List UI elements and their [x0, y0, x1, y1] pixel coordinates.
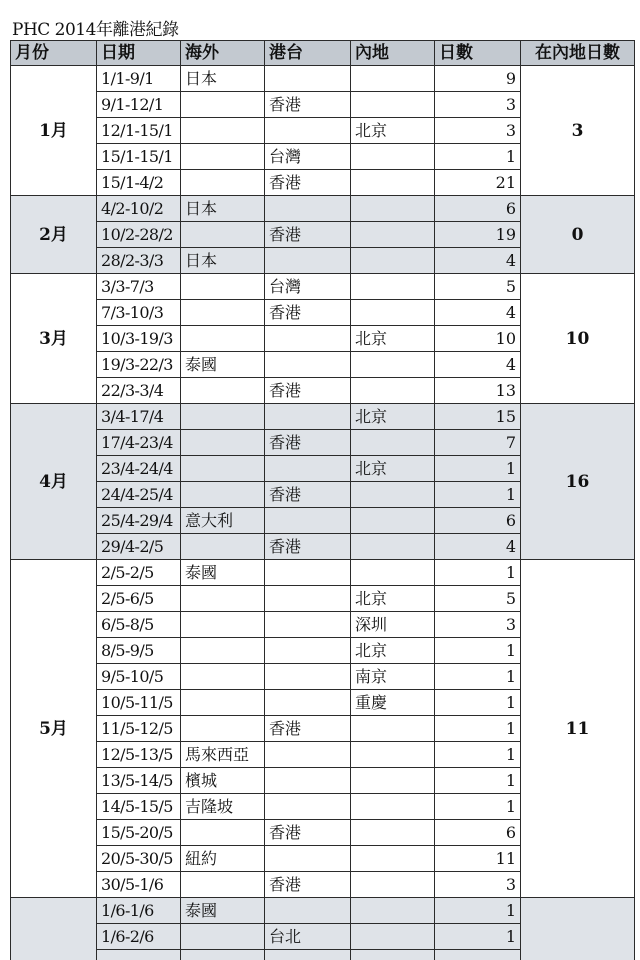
overseas-cell	[181, 118, 265, 144]
days-cell: 21	[435, 170, 521, 196]
date-cell: 3/3-7/3	[97, 274, 181, 300]
date-cell: 1/6-1/6	[97, 898, 181, 924]
date-cell: 22/3-3/4	[97, 378, 181, 404]
mainland-cell	[351, 430, 435, 456]
mainland-cell: 北京	[351, 118, 435, 144]
travel-log-table	[10, 40, 635, 960]
days-cell: 13	[435, 378, 521, 404]
hk-taiwan-cell	[265, 326, 351, 352]
hk-taiwan-cell: 香港	[265, 430, 351, 456]
overseas-cell	[181, 820, 265, 846]
hk-taiwan-cell	[265, 768, 351, 794]
date-cell: 3/4-17/4	[97, 404, 181, 430]
days-cell: 1	[435, 560, 521, 586]
mainland-cell: 北京	[351, 586, 435, 612]
days-cell: 3	[435, 872, 521, 898]
overseas-cell	[181, 300, 265, 326]
days-cell: 4	[435, 534, 521, 560]
days-cell: 4	[435, 352, 521, 378]
overseas-cell	[181, 456, 265, 482]
days-cell: 15	[435, 404, 521, 430]
mainland-cell	[351, 846, 435, 872]
header-mainland-days: 在內地日數	[521, 41, 635, 66]
table-row	[11, 66, 635, 92]
date-cell: 4/2-10/2	[97, 196, 181, 222]
hk-taiwan-cell: 香港	[265, 170, 351, 196]
date-cell: 11/5-12/5	[97, 716, 181, 742]
hk-taiwan-cell	[265, 456, 351, 482]
overseas-cell	[181, 690, 265, 716]
hk-taiwan-cell: 香港	[265, 716, 351, 742]
date-cell: 29/4-2/5	[97, 534, 181, 560]
overseas-cell: 日本	[181, 248, 265, 274]
hk-taiwan-cell	[265, 794, 351, 820]
overseas-cell: 吉隆坡	[181, 794, 265, 820]
days-cell: 1	[435, 794, 521, 820]
table-row	[11, 404, 635, 430]
hk-taiwan-cell	[265, 664, 351, 690]
days-cell: 6	[435, 820, 521, 846]
hk-taiwan-cell	[265, 66, 351, 92]
overseas-cell	[181, 170, 265, 196]
hk-taiwan-cell	[265, 508, 351, 534]
hk-taiwan-cell	[265, 404, 351, 430]
date-cell: 13/5-14/5	[97, 768, 181, 794]
date-cell: 10/2-28/2	[97, 222, 181, 248]
date-cell: 9/1-12/1	[97, 92, 181, 118]
hk-taiwan-cell	[265, 638, 351, 664]
mainland-cell	[351, 898, 435, 924]
days-cell: 9	[435, 66, 521, 92]
overseas-cell	[181, 534, 265, 560]
date-cell: 9/5-10/5	[97, 664, 181, 690]
overseas-cell: 日本	[181, 66, 265, 92]
mainland-cell	[351, 248, 435, 274]
overseas-cell: 泰國	[181, 898, 265, 924]
mainland-cell	[351, 794, 435, 820]
overseas-cell: 泰國	[181, 560, 265, 586]
date-cell: 2/5-6/5	[97, 586, 181, 612]
date-cell: 12/1-15/1	[97, 118, 181, 144]
days-cell: 1	[435, 742, 521, 768]
days-cell: 1	[435, 638, 521, 664]
hk-taiwan-cell: 香港	[265, 482, 351, 508]
date-cell: 30/5-1/6	[97, 872, 181, 898]
month-cell: 2月	[11, 196, 97, 274]
days-cell: 3	[435, 612, 521, 638]
hk-taiwan-cell	[265, 196, 351, 222]
document-title: PHC 2014年離港紀錄	[12, 20, 179, 40]
mainland-cell	[351, 196, 435, 222]
overseas-cell	[181, 586, 265, 612]
overseas-cell	[181, 638, 265, 664]
hk-taiwan-cell: 香港	[265, 300, 351, 326]
mainland-cell	[351, 820, 435, 846]
hk-taiwan-cell	[265, 248, 351, 274]
days-cell: 7	[435, 430, 521, 456]
month-group	[11, 274, 635, 404]
overseas-cell: 泰國	[181, 352, 265, 378]
date-cell: 25/4-29/4	[97, 508, 181, 534]
date-cell	[97, 950, 181, 960]
header-month: 月份	[11, 41, 97, 66]
mainland-cell: 北京	[351, 404, 435, 430]
month-cell: 3月	[11, 274, 97, 404]
days-cell: 1	[435, 924, 521, 950]
date-cell: 8/5-9/5	[97, 638, 181, 664]
date-cell: 10/3-19/3	[97, 326, 181, 352]
overseas-cell	[181, 144, 265, 170]
date-cell: 7/3-10/3	[97, 300, 181, 326]
date-cell: 28/2-3/3	[97, 248, 181, 274]
days-cell: 4	[435, 300, 521, 326]
overseas-cell	[181, 430, 265, 456]
overseas-cell	[181, 92, 265, 118]
date-cell: 2/5-2/5	[97, 560, 181, 586]
month-group	[11, 898, 635, 960]
hk-taiwan-cell: 香港	[265, 820, 351, 846]
month-cell: 4月	[11, 404, 97, 560]
days-cell: 1	[435, 664, 521, 690]
days-cell: 1	[435, 716, 521, 742]
overseas-cell	[181, 664, 265, 690]
table-row	[11, 274, 635, 300]
days-cell: 6	[435, 196, 521, 222]
mainland-cell	[351, 170, 435, 196]
overseas-cell: 檳城	[181, 768, 265, 794]
mainland-days-cell: 16	[521, 404, 635, 560]
header-mainland: 內地	[351, 41, 435, 66]
mainland-cell	[351, 924, 435, 950]
mainland-cell	[351, 768, 435, 794]
header-date: 日期	[97, 41, 181, 66]
mainland-cell	[351, 378, 435, 404]
hk-taiwan-cell	[265, 690, 351, 716]
hk-taiwan-cell: 香港	[265, 92, 351, 118]
date-cell: 14/5-15/5	[97, 794, 181, 820]
hk-taiwan-cell: 香港	[265, 872, 351, 898]
month-cell: 1月	[11, 66, 97, 196]
hk-taiwan-cell: 台灣	[265, 144, 351, 170]
hk-taiwan-cell	[265, 742, 351, 768]
overseas-cell	[181, 222, 265, 248]
overseas-cell: 日本	[181, 196, 265, 222]
hk-taiwan-cell: 香港	[265, 534, 351, 560]
overseas-cell: 意大利	[181, 508, 265, 534]
days-cell: 3	[435, 92, 521, 118]
hk-taiwan-cell	[265, 586, 351, 612]
overseas-cell	[181, 950, 265, 960]
date-cell: 19/3-22/3	[97, 352, 181, 378]
days-cell: 10	[435, 326, 521, 352]
mainland-cell: 北京	[351, 638, 435, 664]
table-row	[11, 196, 635, 222]
month-cell	[11, 898, 97, 960]
date-cell: 23/4-24/4	[97, 456, 181, 482]
days-cell: 4	[435, 248, 521, 274]
date-cell: 24/4-25/4	[97, 482, 181, 508]
overseas-cell: 馬來西亞	[181, 742, 265, 768]
overseas-cell	[181, 482, 265, 508]
mainland-cell	[351, 300, 435, 326]
overseas-cell	[181, 404, 265, 430]
header-hk-taiwan: 港台	[265, 41, 351, 66]
mainland-cell: 南京	[351, 664, 435, 690]
hk-taiwan-cell	[265, 612, 351, 638]
date-cell: 1/6-2/6	[97, 924, 181, 950]
header-days: 日數	[435, 41, 521, 66]
hk-taiwan-cell	[265, 950, 351, 960]
mainland-days-cell: 11	[521, 560, 635, 898]
month-group	[11, 560, 635, 898]
hk-taiwan-cell	[265, 118, 351, 144]
mainland-cell	[351, 274, 435, 300]
overseas-cell	[181, 612, 265, 638]
mainland-cell	[351, 560, 435, 586]
mainland-cell	[351, 66, 435, 92]
month-group	[11, 404, 635, 560]
mainland-cell	[351, 144, 435, 170]
hk-taiwan-cell	[265, 352, 351, 378]
overseas-cell	[181, 326, 265, 352]
hk-taiwan-cell: 台北	[265, 924, 351, 950]
mainland-days-cell: 10	[521, 274, 635, 404]
overseas-cell	[181, 274, 265, 300]
days-cell: 1	[435, 482, 521, 508]
hk-taiwan-cell	[265, 846, 351, 872]
hk-taiwan-cell: 香港	[265, 222, 351, 248]
mainland-cell	[351, 716, 435, 742]
date-cell: 1/1-9/1	[97, 66, 181, 92]
days-cell: 1	[435, 768, 521, 794]
mainland-cell	[351, 534, 435, 560]
days-cell: 19	[435, 222, 521, 248]
date-cell: 15/1-4/2	[97, 170, 181, 196]
overseas-cell	[181, 924, 265, 950]
mainland-cell	[351, 742, 435, 768]
overseas-cell	[181, 378, 265, 404]
days-cell: 1	[435, 898, 521, 924]
mainland-cell	[351, 92, 435, 118]
date-cell: 20/5-30/5	[97, 846, 181, 872]
days-cell: 5	[435, 274, 521, 300]
mainland-cell	[351, 482, 435, 508]
days-cell: 3	[435, 118, 521, 144]
date-cell: 12/5-13/5	[97, 742, 181, 768]
days-cell	[435, 950, 521, 960]
mainland-cell: 北京	[351, 326, 435, 352]
mainland-cell: 北京	[351, 456, 435, 482]
mainland-cell: 重慶	[351, 690, 435, 716]
overseas-cell	[181, 872, 265, 898]
hk-taiwan-cell: 香港	[265, 378, 351, 404]
date-cell: 17/4-23/4	[97, 430, 181, 456]
month-group	[11, 196, 635, 274]
mainland-cell	[351, 872, 435, 898]
mainland-cell	[351, 352, 435, 378]
hk-taiwan-cell: 台灣	[265, 274, 351, 300]
hk-taiwan-cell	[265, 898, 351, 924]
table-row	[11, 560, 635, 586]
header-overseas: 海外	[181, 41, 265, 66]
mainland-days-cell	[521, 898, 635, 960]
days-cell: 1	[435, 144, 521, 170]
month-group	[11, 66, 635, 196]
overseas-cell: 紐約	[181, 846, 265, 872]
date-cell: 15/5-20/5	[97, 820, 181, 846]
days-cell: 5	[435, 586, 521, 612]
mainland-cell	[351, 508, 435, 534]
mainland-cell	[351, 222, 435, 248]
overseas-cell	[181, 716, 265, 742]
days-cell: 6	[435, 508, 521, 534]
month-cell: 5月	[11, 560, 97, 898]
table-row	[11, 898, 635, 924]
mainland-cell	[351, 950, 435, 960]
days-cell: 1	[435, 456, 521, 482]
mainland-days-cell: 3	[521, 66, 635, 196]
days-cell: 11	[435, 846, 521, 872]
mainland-cell: 深圳	[351, 612, 435, 638]
date-cell: 10/5-11/5	[97, 690, 181, 716]
days-cell: 1	[435, 690, 521, 716]
date-cell: 6/5-8/5	[97, 612, 181, 638]
mainland-days-cell: 0	[521, 196, 635, 274]
date-cell: 15/1-15/1	[97, 144, 181, 170]
table-header-row	[11, 41, 635, 66]
hk-taiwan-cell	[265, 560, 351, 586]
